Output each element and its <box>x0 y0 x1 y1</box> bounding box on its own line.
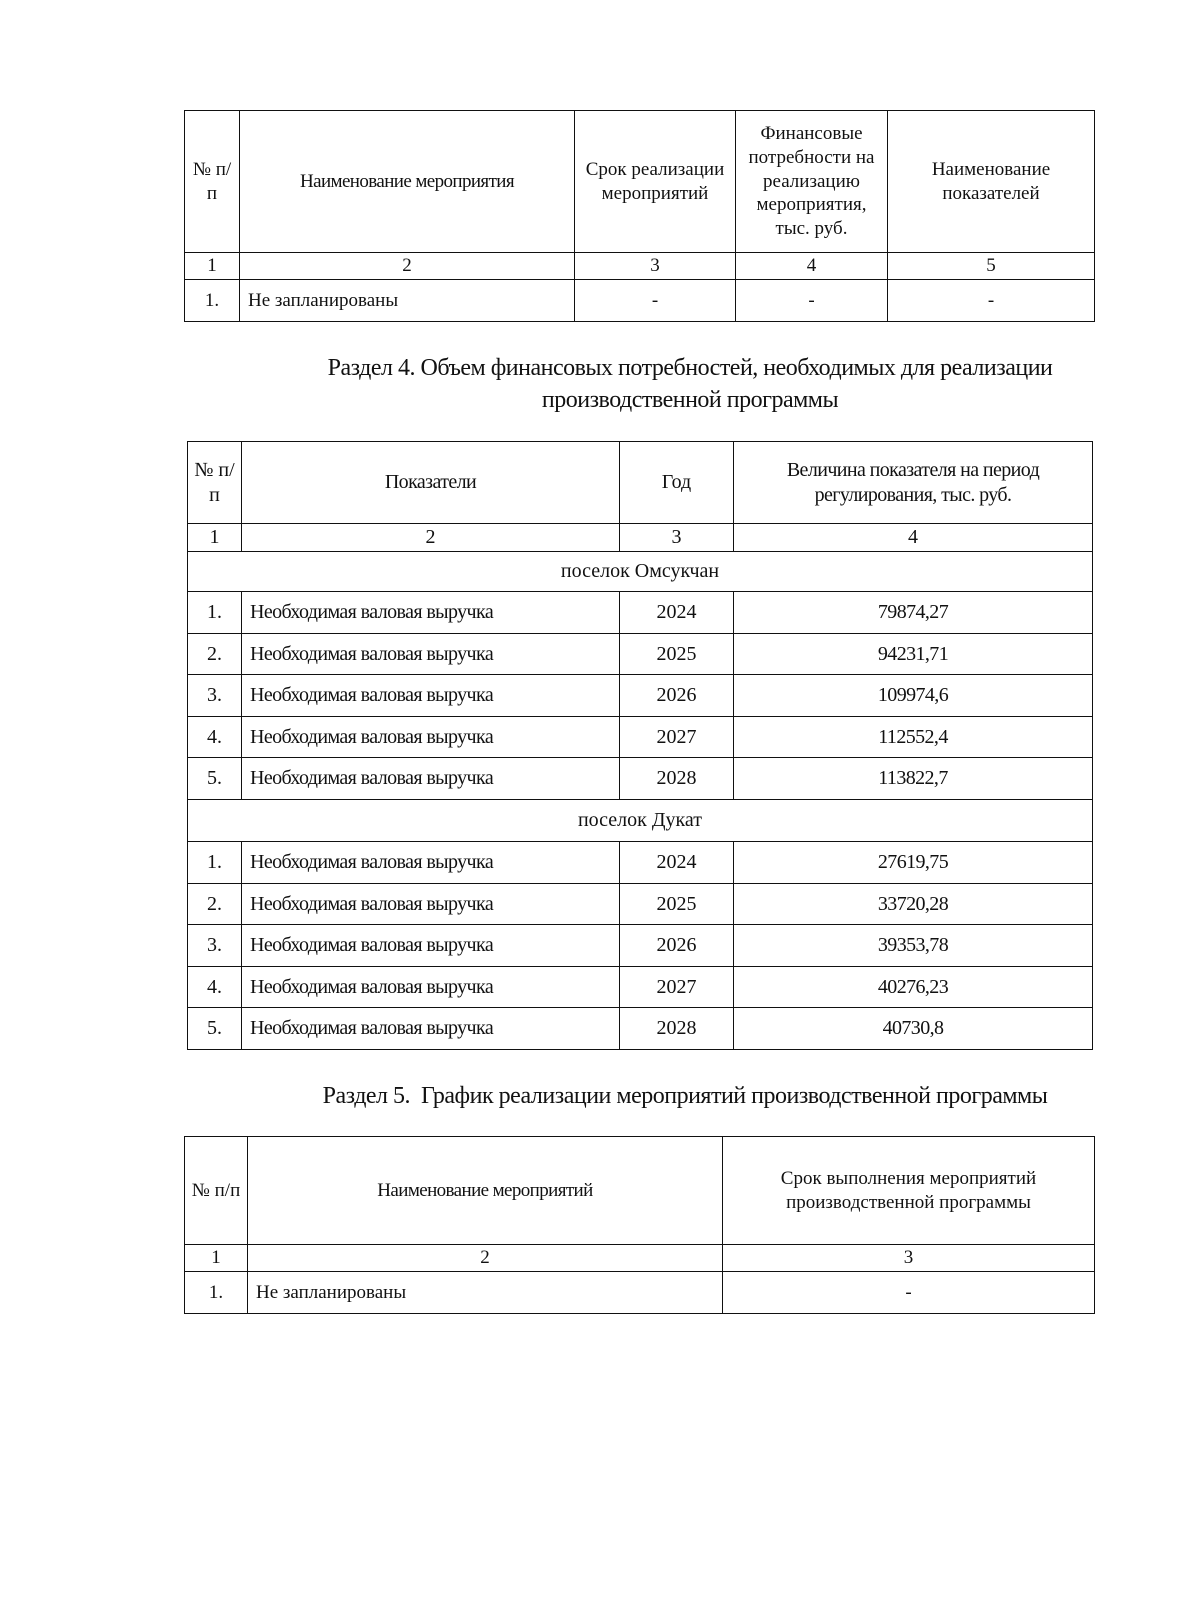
year: 2027 <box>620 717 734 758</box>
header-cell: Наименование показателей <box>888 111 1095 253</box>
table-row <box>188 634 1093 675</box>
table-row <box>188 925 1093 967</box>
group-row-dukat <box>188 800 1093 842</box>
indicator-value: 27619,75 <box>734 842 1093 884</box>
measure-name: Не запланированы <box>240 280 575 322</box>
indicator-value: 113822,7 <box>734 758 1093 800</box>
header-cell: Финансовые потребности на реализацию мероприятия, тыс. руб. <box>736 111 888 253</box>
table-row <box>188 592 1093 634</box>
row-number: 1. <box>188 592 242 634</box>
column-number: 2 <box>240 253 575 280</box>
year: 2025 <box>620 634 734 675</box>
group-name: поселок Дукат <box>188 800 1093 842</box>
indicator-name: Необходимая валовая выручка <box>242 1008 620 1050</box>
indicator-value: 40276,23 <box>734 967 1093 1008</box>
schedule-table <box>184 1136 1095 1314</box>
indicator-value: 40730,8 <box>734 1008 1093 1050</box>
row-number: 1. <box>185 1272 248 1314</box>
indicator-value: 39353,78 <box>734 925 1093 967</box>
table-header-row <box>185 1137 1095 1245</box>
table-row <box>188 1008 1093 1050</box>
table-header-row <box>188 442 1093 524</box>
row-number: 5. <box>188 758 242 800</box>
row-number: 2. <box>188 884 242 925</box>
table-row <box>185 280 1095 322</box>
finance-table <box>187 441 1093 1050</box>
column-number: 3 <box>723 1245 1095 1272</box>
row-number: 4. <box>188 717 242 758</box>
measure-term: - <box>723 1272 1095 1314</box>
row-number: 4. <box>188 967 242 1008</box>
indicator-value: 112552,4 <box>734 717 1093 758</box>
group-name: поселок Омсукчан <box>188 552 1093 592</box>
year: 2024 <box>620 842 734 884</box>
year: 2028 <box>620 1008 734 1050</box>
row-number: 1. <box>188 842 242 884</box>
indicator-name: Необходимая валовая выручка <box>242 675 620 717</box>
year: 2024 <box>620 592 734 634</box>
indicator-name: Необходимая валовая выручка <box>242 758 620 800</box>
column-number: 2 <box>248 1245 723 1272</box>
column-number: 1 <box>185 253 240 280</box>
column-number: 2 <box>242 524 620 552</box>
table-header-row <box>185 111 1095 253</box>
measure-name: Не запланированы <box>248 1272 723 1314</box>
indicator-value: 33720,28 <box>734 884 1093 925</box>
header-cell: Срок реализации мероприятий <box>575 111 736 253</box>
row-number: 3. <box>188 675 242 717</box>
measure-term: - <box>575 280 736 322</box>
year: 2026 <box>620 925 734 967</box>
row-number: 1. <box>185 280 240 322</box>
table-row <box>188 675 1093 717</box>
section5-title: Раздел 5. График реализации мероприятий производственной программы <box>322 1083 1048 1109</box>
indicator-name: Необходимая валовая выручка <box>242 842 620 884</box>
indicator-name: Необходимая валовая выручка <box>242 884 620 925</box>
row-number: 2. <box>188 634 242 675</box>
section4-title <box>280 352 1100 417</box>
column-number-row <box>185 253 1095 280</box>
indicator-name: Необходимая валовая выручка <box>242 925 620 967</box>
header-cell: Срок выполнения мероприятий производственной программы <box>723 1137 1095 1245</box>
indicator-name: Необходимая валовая выручка <box>242 634 620 675</box>
section4-title-line2: производственной программы <box>541 387 839 414</box>
header-cell: Наименование мероприятий <box>248 1137 723 1245</box>
indicator-value: 109974,6 <box>734 675 1093 717</box>
column-number: 3 <box>620 524 734 552</box>
column-number: 1 <box>185 1245 248 1272</box>
header-cell: № п/п <box>185 111 240 253</box>
header-cell: Показатели <box>242 442 620 524</box>
header-cell: Год <box>620 442 734 524</box>
column-number: 1 <box>188 524 242 552</box>
header-cell: № п/п <box>188 442 242 524</box>
year: 2025 <box>620 884 734 925</box>
table-row <box>188 967 1093 1008</box>
table-row <box>188 717 1093 758</box>
indicator-name: Необходимая валовая выручка <box>242 717 620 758</box>
group-row-omsukchan <box>188 552 1093 592</box>
indicator-value: 79874,27 <box>734 592 1093 634</box>
row-number: 5. <box>188 1008 242 1050</box>
column-number: 3 <box>575 253 736 280</box>
header-cell: Величина показателя на период регулирования, тыс. руб. <box>734 442 1093 524</box>
column-number: 5 <box>888 253 1095 280</box>
section4-title-line1: Раздел 4. Объем финансовых потребностей, необходимых для реализации <box>327 355 1053 381</box>
table-row <box>188 884 1093 925</box>
header-cell: № п/п <box>185 1137 248 1245</box>
indicator-name: Необходимая валовая выручка <box>242 967 620 1008</box>
table-row <box>188 842 1093 884</box>
measure-indicators: - <box>888 280 1095 322</box>
measure-finance: - <box>736 280 888 322</box>
row-number: 3. <box>188 925 242 967</box>
indicator-value: 94231,71 <box>734 634 1093 675</box>
column-number: 4 <box>734 524 1093 552</box>
column-number-row <box>185 1245 1095 1272</box>
table-row <box>185 1272 1095 1314</box>
column-number: 4 <box>736 253 888 280</box>
year: 2027 <box>620 967 734 1008</box>
measures-table <box>184 110 1095 322</box>
year: 2026 <box>620 675 734 717</box>
table-row <box>188 758 1093 800</box>
header-cell: Наименование мероприятия <box>240 111 575 253</box>
indicator-name: Необходимая валовая выручка <box>242 592 620 634</box>
column-number-row <box>188 524 1093 552</box>
year: 2028 <box>620 758 734 800</box>
